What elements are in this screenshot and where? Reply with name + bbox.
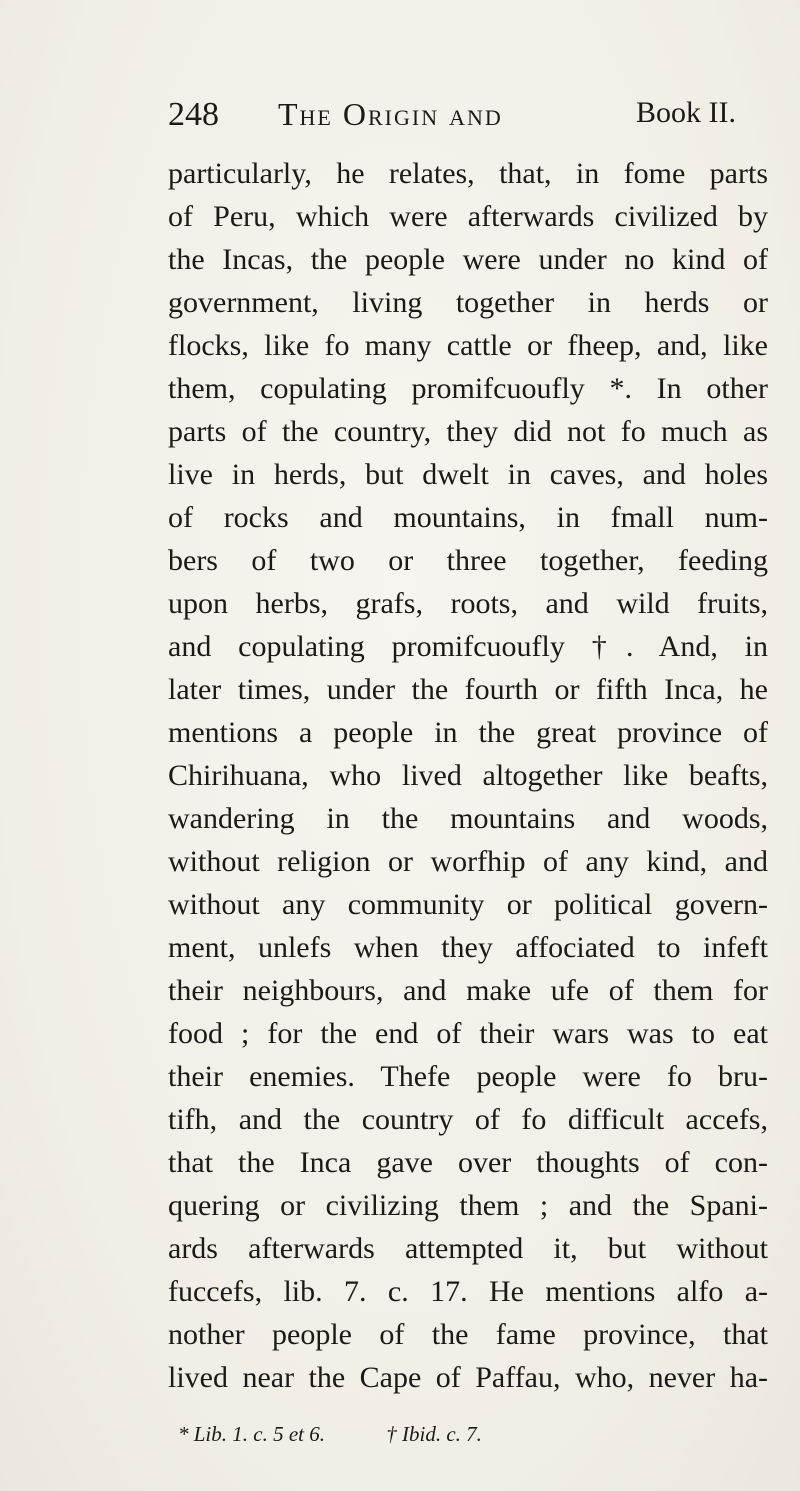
text-line: bers of two or three together, feeding (168, 544, 768, 577)
text-line: the Incas, the people were under no kind of (168, 243, 768, 276)
text-line: food ; for the end of their wars was to eat (168, 1017, 768, 1050)
text-line: ards afterwards attempted it, but without (168, 1232, 768, 1265)
text-line: without any community or political govern- (168, 888, 768, 921)
text-line: nother people of the fame province, that (168, 1318, 768, 1351)
footnote-1: * Lib. 1. c. 5 et 6. (178, 1422, 325, 1446)
text-line: and copulating promifcuoufly †. And, in (168, 630, 768, 663)
text-line: particularly, he relates, that, in fome parts (168, 157, 768, 190)
text-line: without religion or worfhip of any kind, and (168, 845, 768, 878)
text-line: of rocks and mountains, in fmall num- (168, 501, 768, 534)
text-line: parts of the country, they did not fo much as (168, 415, 768, 448)
footnote-2: † Ibid. c. 7. (386, 1422, 482, 1446)
footnotes (178, 1418, 768, 1450)
text-line: tifh, and the country of fo difficult accefs, (168, 1103, 768, 1136)
page-number: 248 (168, 96, 219, 133)
text-line: quering or civilizing them ; and the Spani- (168, 1189, 768, 1222)
running-title: The Origin and (278, 96, 503, 132)
text-line: fuccefs, lib. 7. c. 17. He mentions alfo a- (168, 1275, 768, 1308)
text-line: wandering in the mountains and woods, (168, 802, 768, 835)
text-line: that the Inca gave over thoughts of con- (168, 1146, 768, 1179)
book-label: Book II. (636, 96, 736, 129)
text-line: later times, under the fourth or fifth Inca, he (168, 673, 768, 706)
body-text (168, 152, 768, 1399)
text-line: live in herds, but dwelt in caves, and holes (168, 458, 768, 491)
text-line: upon herbs, grafs, roots, and wild fruits, (168, 587, 768, 620)
text-line: lived near the Cape of Paffau, who, never ha- (168, 1361, 768, 1394)
text-line: flocks, like fo many cattle or fheep, and, like (168, 329, 768, 362)
running-head (0, 96, 800, 146)
text-line: mentions a people in the great province of (168, 716, 768, 749)
text-line: government, living together in herds or (168, 286, 768, 319)
text-line: them, copulating promifcuoufly *. In other (168, 372, 768, 405)
text-line: Chirihuana, who lived altogether like beafts, (168, 759, 768, 792)
text-line: their neighbours, and make ufe of them for (168, 974, 768, 1007)
text-line: ment, unlefs when they affociated to infeft (168, 931, 768, 964)
text-line: their enemies. Thefe people were fo bru- (168, 1060, 768, 1093)
text-line: of Peru, which were afterwards civilized by (168, 200, 768, 233)
